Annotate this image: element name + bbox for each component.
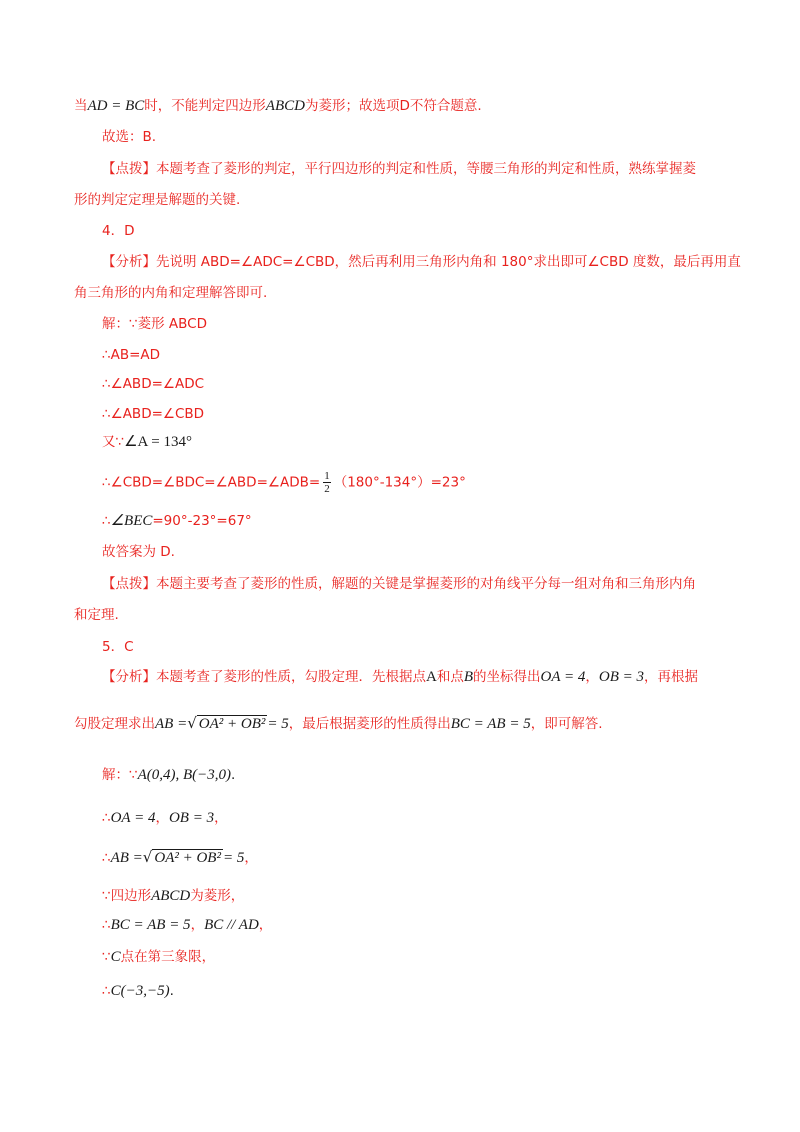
solution2-line-4: ∵四边形ABCD为菱形， [102,888,245,904]
solution-line-1: 解：∵菱形 ABCD [102,316,207,332]
math-ad-eq-bc: AD = BC [87,98,145,114]
math-oa-4: OA = 4 [540,669,586,685]
math-points-a-b: A(0,4), B(−3,0) [137,767,232,783]
solution2-line-6: ∵C点在第三象限， [102,949,216,965]
math-bc-ab-5: BC = AB = 5 [450,716,531,732]
analysis-line-1: 【分析】先说明 ABD=∠ADC=∠CBD，然后再利用三角形内角和 180°求出即可∠CBD 度数，最后再用直 [102,254,741,270]
solution-line-5: 又∵∠A = 134° [102,434,193,450]
solution2-line-5: ∴BC = AB = 5，BC // AD， [102,917,273,933]
solution2-line-2: ∴OA = 4，OB = 3， [102,810,228,826]
solution-line-6: ∴∠CBD=∠BDC=∠ABD=∠ADB= $\frac{1}{2}$ （180°-134°）=23° [102,470,466,495]
solution-line-7: ∴∠BEC=90°-23°=67° [102,513,252,529]
solution2-line-7: ∴C(−3,−5). [102,983,174,999]
comment-line-2: 形的判定定理是解题的关键. [74,192,241,208]
solution2-line-1: 解：∵A(0,4), B(−3,0). [102,767,236,783]
solution-line-2: ∴AB=AD [102,347,161,363]
analysis2-line-2: 勾股定理求出AB =√ OA² + OB² = 5，最后根据菱形的性质得出BC = AB = 5，即可解答. [74,714,603,732]
math-point-c: C(−3,−5) [110,983,170,999]
fraction-one-half: $\frac{1}{2}$ [324,470,330,495]
question-4-answer: 4．D [102,223,135,239]
comment2-line-2: 和定理. [74,607,119,623]
comment2-line-1: 【点拨】本题主要考查了菱形的性质，解题的关键是掌握菱形的对角线平分每一组对角和三角形内角 [102,576,696,592]
analysis-line-2: 角三角形的内角和定理解答即可. [74,285,268,301]
math-abcd: ABCD [265,98,305,114]
solution-line-3: ∴∠ABD=∠ADC [102,376,205,392]
math-sqrt: OA² + OB² [198,716,266,732]
solution-line-4: ∴∠ABD=∠CBD [102,406,205,422]
math-angle-a: ∠A = 134° [124,434,193,450]
analysis2-line-1: 【分析】本题考查了菱形的性质，勾股定理．先根据点A和点B的坐标得出OA = 4，OB = 3，再根据 [102,669,698,685]
line-1: 当AD = BC时，不能判定四边形ABCD为菱形；故选项D不符合题意. [74,98,482,114]
math-angle-bec: ∠BEC [110,513,153,529]
answer-line: 故答案为 D. [102,544,175,560]
line-2: 故选：B. [102,129,157,145]
math-ob-3: OB = 3 [598,669,644,685]
solution2-line-3: ∴AB =√ OA² + OB² = 5， [102,848,258,866]
question-5-answer: 5．C [102,639,134,655]
comment-line-1: 【点拨】本题考查了菱形的判定，平行四边形的判定和性质，等腰三角形的判定和性质，熟练掌握菱 [102,161,696,177]
math-sqrt-2: OA² + OB² [154,850,221,866]
